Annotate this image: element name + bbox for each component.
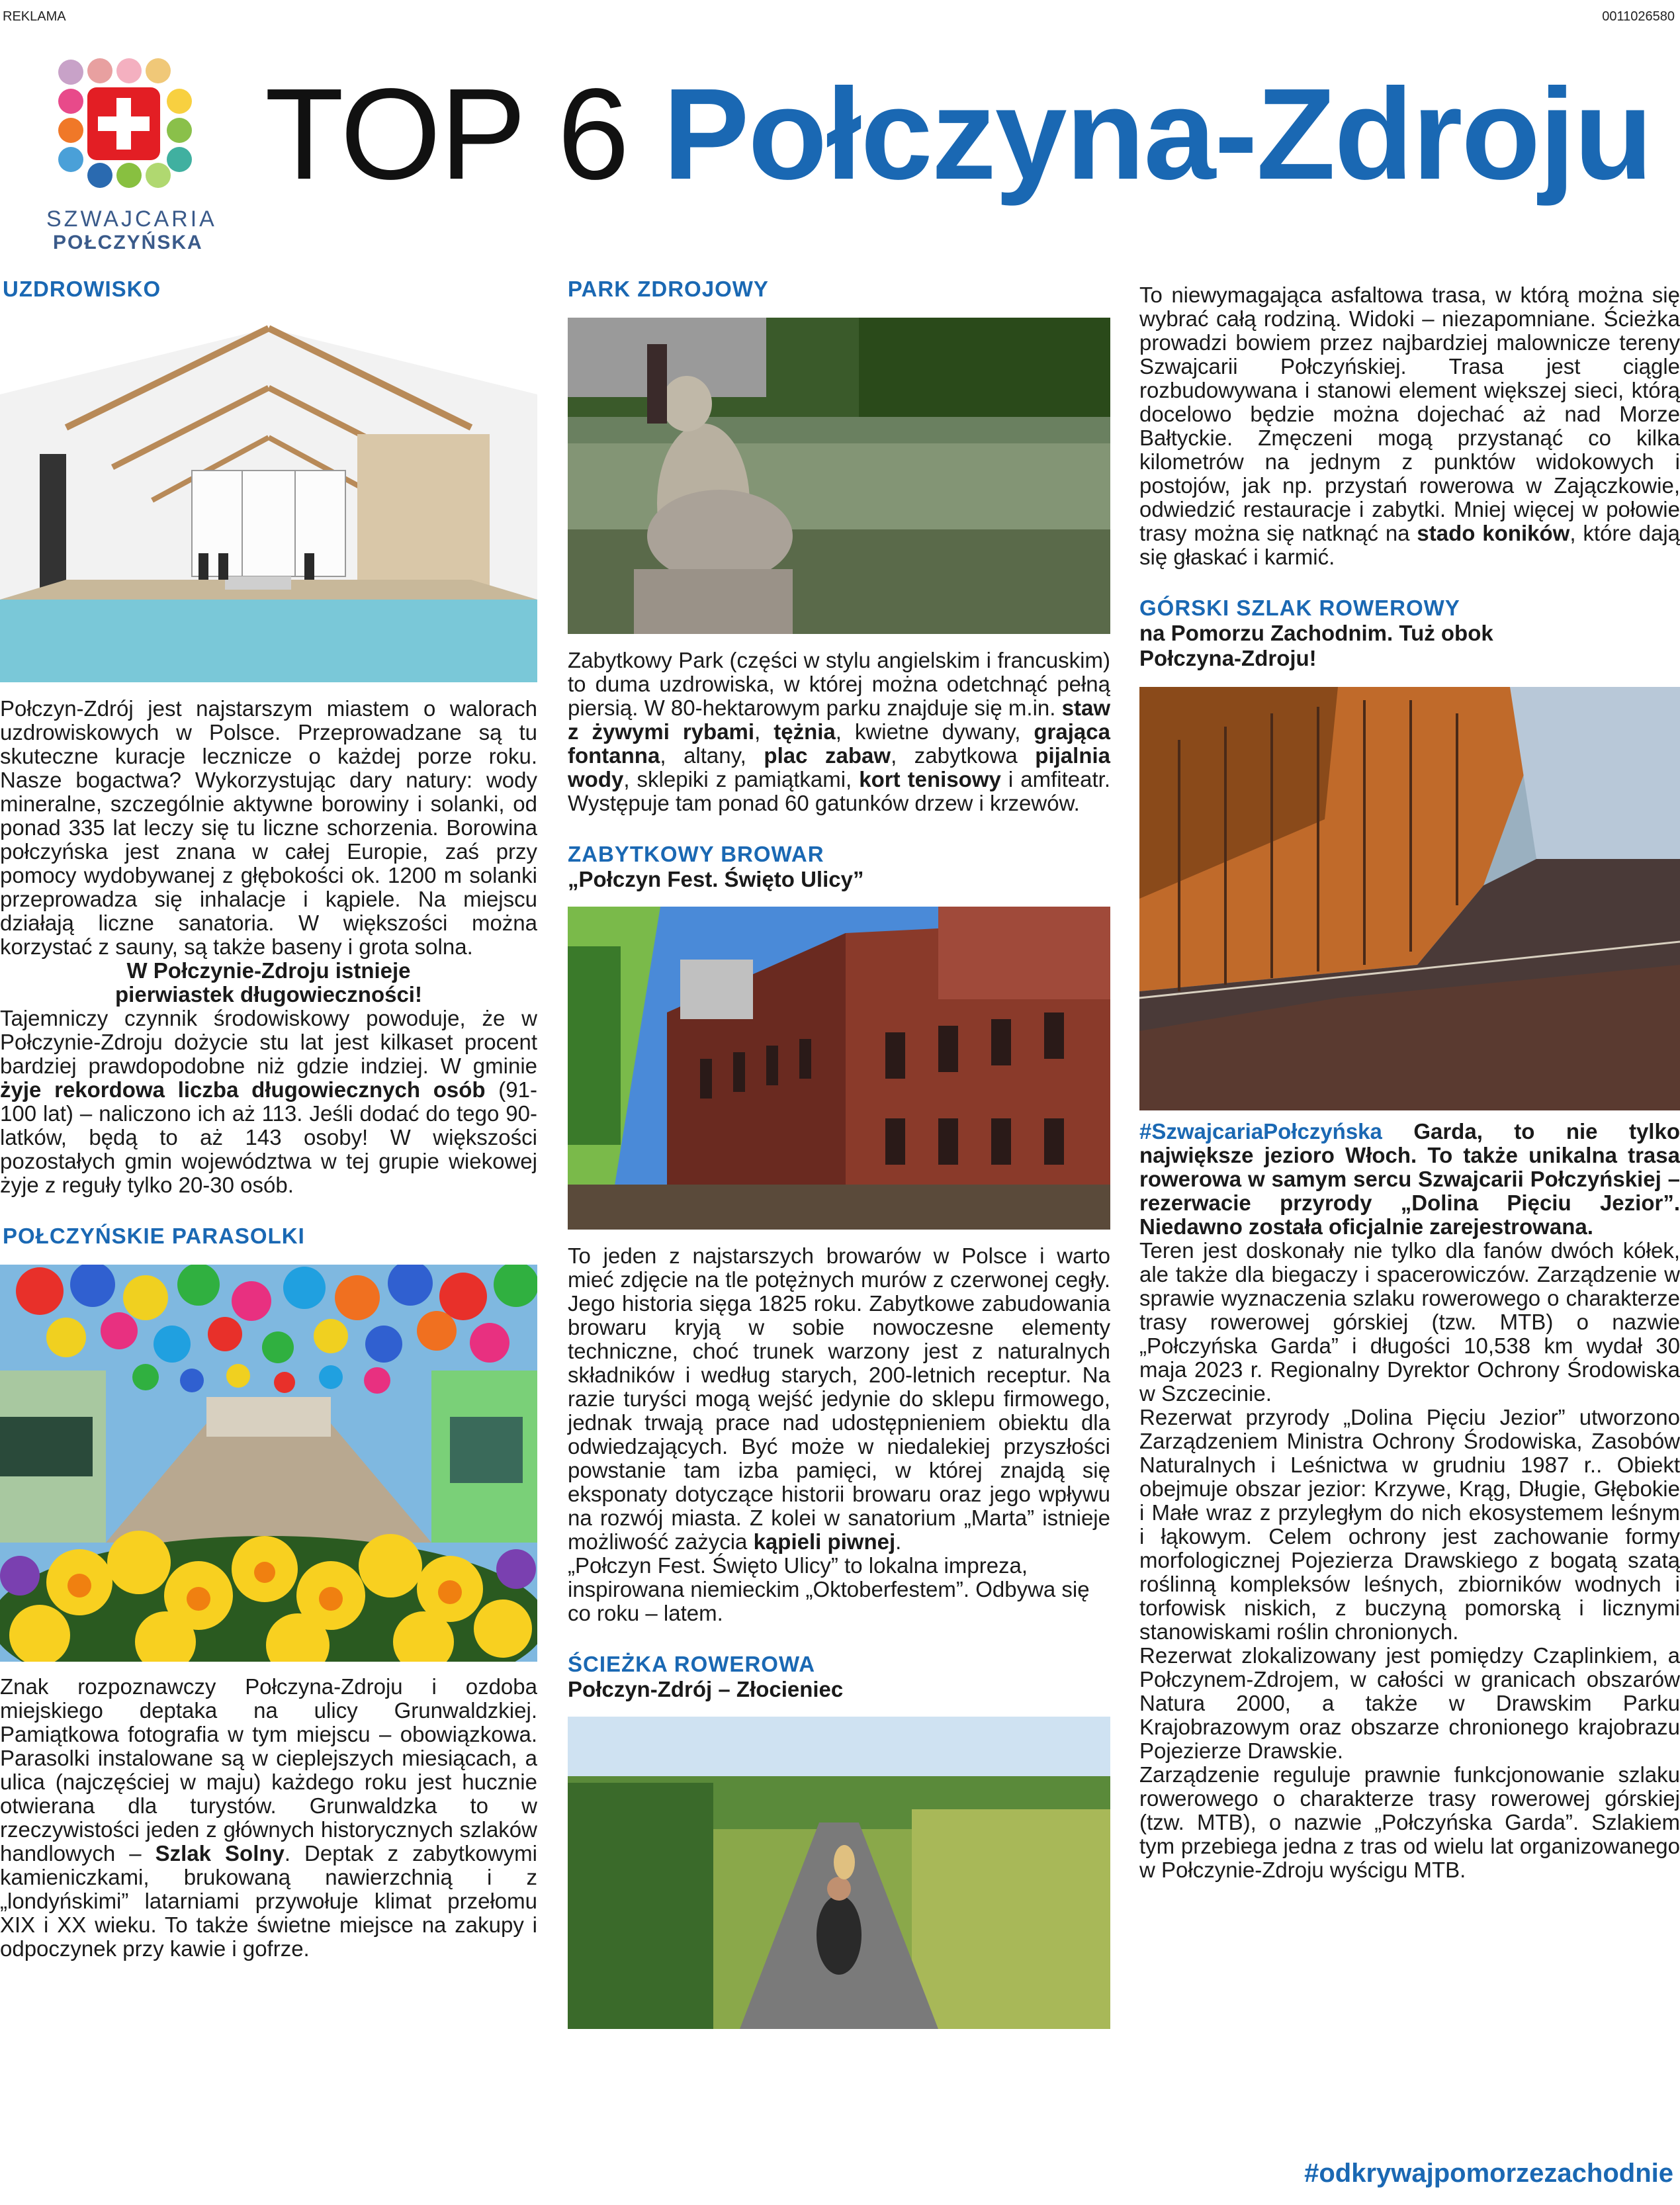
hashtag: #SzwajcariaPołczyńska xyxy=(1139,1119,1382,1144)
advert-label: REKLAMA xyxy=(3,9,66,24)
text-bold: stado koników xyxy=(1417,521,1570,545)
text-run: , kwietne dywany, xyxy=(835,719,1034,744)
logo-text-line1: SZWAJCARIA xyxy=(46,206,217,232)
logo-dots-icon xyxy=(53,58,199,191)
text-run: To jeden z najstarszych browarów w Polsce i warto mieć zdjęcie na tle potężnych murów z czerwonej cegły. Jego historia sięga 1825 roku. Zabytkowe zabudowania browaru kryją w sobie nowoczesne elementy techniczne, choć trunek warzony jest z naturalnych składników i według starych, 200-letnich receptur. Na razie turyści mogą wejść jedynie do sklepu firmowego, jednak trwają prace nad udostępnieniem obiektu dla odwiedzających. Być może w niedalekiej przyszłości powstanie tam izba pamięci, w której znajdą się eksponaty dotyczące historii browaru oraz jego wpływu na rozwój miasta. Z kolei w sanatorium „Marta” istnieje możliwość zażycia xyxy=(568,1243,1110,1554)
text-run: , zabytkowa xyxy=(891,743,1036,768)
text-bold: plac zabaw xyxy=(764,743,891,768)
uzdrowisko-highlight-2: pierwiastek długowieczności! xyxy=(115,982,422,1007)
browar-paragraph-2: „Połczyn Fest. Święto Ulicy” to lokalna impreza, inspirowana niemieckim „Oktoberfestem”. Odbywa się co roku – latem. xyxy=(568,1553,1090,1625)
text-bold: kort tenisowy xyxy=(859,767,1001,791)
column-1 xyxy=(0,277,537,1961)
gorski-lead xyxy=(1139,1120,1680,1239)
park-paragraph xyxy=(568,649,1110,815)
uzdrowisko-paragraph-2 xyxy=(0,1007,537,1197)
column-3 xyxy=(1139,283,1680,1882)
text-bold: kąpieli piwnej xyxy=(753,1529,896,1554)
sciezka-paragraph xyxy=(1139,283,1680,569)
gorski-subheading-1: na Pomorzu Zachodnim. Tuż obok xyxy=(1139,621,1493,645)
photo-park-statue xyxy=(568,318,1110,634)
section-heading-uzdrowisko: UZDROWISKO xyxy=(3,277,161,301)
text-bold: Szlak Solny xyxy=(155,1841,285,1866)
gorski-paragraph-2: Rezerwat przyrody „Dolina Pięciu Jezior” utworzono Zarządzeniem Ministra Ochrony Środowiska, Zasobów Naturalnych i Leśnictwa w grudniu 1987 r.. Obiekt obejmuje obszar jezior: Krzywe, Krąg, Długie, Głębokie i Małe wraz z przyległym do nich ekosystemem leśnym i łąkowym. Celem ochrony jest zachowanie formy morfologicznej Pojezierza Drawskiego z bogatą szatą roślinną kompleksów leśnych, zbiorników wodnych i torfowisk niskich, z buczyną pomorską i licznymi stanowiskami roślin chronionych. xyxy=(1139,1405,1680,1644)
photo-indoor-pool xyxy=(0,315,537,682)
uzdrowisko-paragraph-1: Połczyn-Zdrój jest najstarszym miastem o walorach uzdrowiskowych w Polsce. Przeprowadzane są tu skuteczne kuracje lecznicze o każdej porze roku. Nasze bogactwa? Wykorzystując dary natury: wody mineralne, szczególnie aktywne borowiny i solanki, od ponad 335 lat leczy się tu liczne schorzenia. Borowina połczyńska jest znana w całej Europie, zaś przy pomocy wydobywanej z głębokości ok. 1200 m solanki przeprowadza się inhalacje i kąpiele. Na miejscu działają liczne sanatoria. W większości można korzystać z sauny, są także baseny i grota solna. xyxy=(0,696,537,959)
swiss-cross-icon xyxy=(87,87,160,160)
text-run: , xyxy=(754,719,774,744)
text-run: (91-100 lat) – naliczono ich aż 113. Jeśli dodać do tego 90-latków, będą to aż 143 osoby! W większości pozostałych gmin województwa w tej grupie wiekowej żyje z reguły tylko 20-30 osób. xyxy=(0,1077,537,1197)
sciezka-subheading: Połczyn-Zdrój – Złocieniec xyxy=(568,1677,844,1701)
text-run: , które dają się głaskać i karmić. xyxy=(1139,521,1680,569)
text-bold: tężnia xyxy=(774,719,836,744)
browar-subheading: „Połczyn Fest. Święto Ulicy” xyxy=(568,867,864,891)
text-bold: pijalnia wody xyxy=(568,743,1110,791)
title-part2: Połczyna-Zdroju xyxy=(662,62,1652,206)
text-run: , altany, xyxy=(660,743,764,768)
photo-brewery xyxy=(568,907,1110,1230)
section-heading-sciezka: ŚCIEŻKA ROWEROWA xyxy=(568,1652,816,1676)
section-heading-gorski: GÓRSKI SZLAK ROWEROWY xyxy=(1139,596,1460,620)
browar-paragraph-1 xyxy=(568,1244,1110,1554)
gorski-paragraph-3: Rezerwat zlokalizowany jest pomiędzy Czaplinkiem, a Połczynem-Zdrojem, w całości w granicach obszarów Natura 2000, a także w Drawskim Parku Krajobrazowym oraz obszarze chronionego krajobrazu Pojezierze Drawskie. xyxy=(1139,1643,1680,1763)
column-2 xyxy=(568,277,1110,2029)
section-heading-parasolki: POŁCZYŃSKIE PARASOLKI xyxy=(3,1224,305,1248)
gorski-paragraph-1: Teren jest doskonały nie tylko dla fanów dwóch kółek, ale także dla biegaczy i spacerowiczów. Zarządzenie w sprawie wyznaczenia szlaku rowerowego o charakterze trasy rowerowej górskiej (tzw. MTB) o nazwie „Połczyńska Garda” i długości 10,538 km wydał 30 maja 2023 r. Regionalny Dyrektor Ochrony Środowiska w Szczecinie. xyxy=(1139,1238,1680,1406)
text-run: Zabytkowy Park (części w stylu angielskim i francuskim) to duma uzdrowiska, w której można odetchnąć pełną piersią. W 80-hektarowym parku znajduje się m.in. xyxy=(568,648,1110,720)
text-run: , sklepiki z pamiątkami, xyxy=(623,767,860,791)
photo-lake-forest xyxy=(1139,687,1680,1110)
section-heading-browar: ZABYTKOWY BROWAR xyxy=(568,842,824,866)
parasolki-paragraph xyxy=(0,1675,537,1961)
text-run: . Deptak z zabytkowymi kamieniczkami, brukowaną nawierzchnią i z „londyńskimi” latarniami przywołuje klimat przełomu XIX i XX wieku. To także świetne miejsce na zakupy i odpoczynek przy kawie i gofrze. xyxy=(0,1841,537,1961)
text-run: i amfiteatr. Występuje tam ponad 60 gatunków drzew i krzewów. xyxy=(568,767,1111,815)
text-bold: grająca fontanna xyxy=(568,719,1110,768)
text-run: Garda, to nie tylko największe jezioro Włoch. To także unikalna trasa rowerowa w samym sercu Szwajcarii Połczyńskiej – rezerwacie przyrody „Dolina Pięciu Jezior”. Niedawno została oficjalnie zarejestrowana. xyxy=(1139,1119,1680,1239)
text-bold: staw z żywymi rybami xyxy=(568,696,1110,744)
title-part1: TOP 6 xyxy=(265,62,663,206)
photo-bike-path xyxy=(568,1717,1110,2029)
logo-text-line2: POŁCZYŃSKA xyxy=(53,232,203,253)
text-bold: żyje rekordowa liczba długowiecznych osób xyxy=(0,1077,486,1102)
text-run: Tajemniczy czynnik środowiskowy powoduje, że w Połczynie-Zdroju dożycie stu lat jest kilkaset procent bardziej prawdopodobne niż gdzie indziej. W gminie xyxy=(0,1006,537,1078)
text-run: To niewymagająca asfaltowa trasa, w którą można się wybrać całą rodziną. Widoki – niezapomniane. Ścieżka prowadzi bowiem przez najbardziej malownicze tereny Szwajcarii Połczyńskiej. Trasa jest ciągle rozbudowywana i stanowi element większej sieci, którą docelowo będzie można dojechać aż nad Morze Bałtyckie. Zmęczeni mogą przystanąć co kilka kilometrów na jednym z punktów widokowych i postojów, jak np. przystań rowerowa w Zajączkowie, odwiedzić restauracje i zabytki. Mniej więcej w połowie trasy można się natknąć na xyxy=(1139,283,1680,545)
section-heading-park: PARK ZDROJOWY xyxy=(568,277,769,301)
gorski-subheading-2: Połczyna-Zdroju! xyxy=(1139,646,1317,670)
text-run: Znak rozpoznawczy Połczyna-Zdroju i ozdoba miejskiego deptaka na ulicy Grunwaldzkiej. Pamiątkowa fotografia w tym miejscu – obowiązkowa. Parasolki instalowane są w cieplejszych miesiącach, a ulica (najczęściej w maju) każdego roku jest hucznie otwierana dla turystów. Grunwaldzka to w rzeczywistości jeden z głównych historycznych szlaków handlowych – xyxy=(0,1674,537,1866)
footer-hashtag: #odkrywajpomorzezachodnie xyxy=(1304,2159,1673,2188)
photo-umbrellas-street xyxy=(0,1265,537,1662)
gorski-paragraph-4: Zarządzenie reguluje prawnie funkcjonowanie szlaku rowerowego o charakterze trasy rowerowej górskiej (tzw. MTB), o nazwie „Połczyńska Garda”. Szlakiem tym przebiega jedna z tras od wielu lat organizowanego w Połczynie-Zdroju wyścigu MTB. xyxy=(1139,1762,1680,1882)
page-title xyxy=(265,62,1652,206)
uzdrowisko-highlight-1: W Połczynie-Zdroju istnieje xyxy=(126,958,411,983)
text-run: . xyxy=(895,1529,902,1554)
ad-code: 0011026580 xyxy=(1602,9,1675,24)
